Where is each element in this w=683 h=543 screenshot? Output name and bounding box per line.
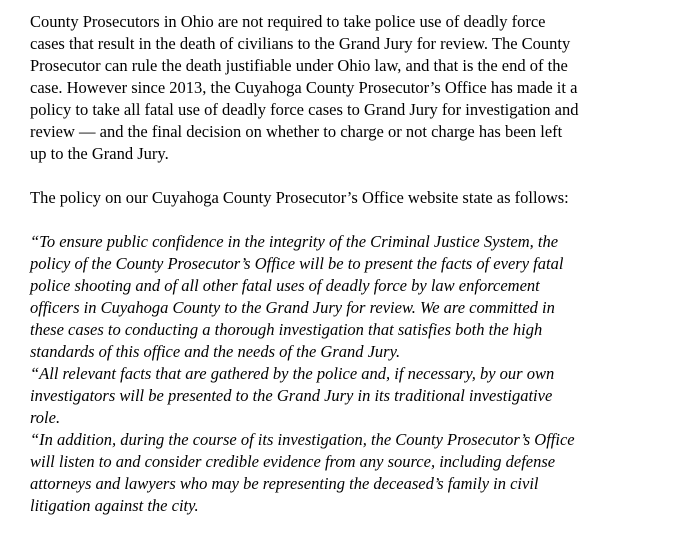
paragraph-5	[30, 429, 670, 517]
text-line: cases that result in the death of civilians to the Grand Jury for review. The County	[30, 34, 571, 53]
text-line: “All relevant facts that are gathered by the police and, if necessary, by our own	[30, 364, 555, 383]
text-line: role.	[30, 408, 61, 427]
text-line: litigation against the city.	[30, 496, 199, 515]
text-line: investigators will be presented to the Grand Jury in its traditional investigative	[30, 386, 553, 405]
paragraph-4	[30, 363, 670, 429]
text-line: Prosecutor can rule the death justifiable under Ohio law, and that is the end of the	[30, 56, 568, 75]
text-line: review — and the final decision on whether to charge or not charge has been left	[30, 122, 563, 141]
text-line: standards of this office and the needs of the Grand Jury.	[30, 342, 401, 361]
text-line: these cases to conducting a thorough investigation that satisfies both the high	[30, 320, 543, 339]
text-line: policy of the County Prosecutor’s Office will be to present the facts of every fatal	[30, 254, 564, 273]
text-line: case. However since 2013, the Cuyahoga County Prosecutor’s Office has made it a	[30, 78, 578, 97]
text-line: The policy on our Cuyahoga County Prosecutor’s Office website state as follows:	[30, 188, 569, 207]
text-line: County Prosecutors in Ohio are not required to take police use of deadly force	[30, 12, 546, 31]
text-line: “To ensure public confidence in the integrity of the Criminal Justice System, the	[30, 232, 559, 251]
text-line: will listen to and consider credible evidence from any source, including defense	[30, 452, 556, 471]
text-line: police shooting and of all other fatal uses of deadly force by law enforcement	[30, 276, 540, 295]
paragraph-3	[30, 231, 670, 363]
document-text-body	[30, 11, 670, 517]
text-line: attorneys and lawyers who may be representing the deceased’s family in civil	[30, 474, 539, 493]
text-line: “In addition, during the course of its investigation, the County Prosecutor’s Office	[30, 430, 575, 449]
paragraph-1	[30, 11, 670, 165]
text-line: officers in Cuyahoga County to the Grand Jury for review. We are committed in	[30, 298, 555, 317]
text-line: policy to take all fatal use of deadly force cases to Grand Jury for investigation and	[30, 100, 579, 119]
text-line: up to the Grand Jury.	[30, 144, 169, 163]
paragraph-2	[30, 187, 670, 209]
